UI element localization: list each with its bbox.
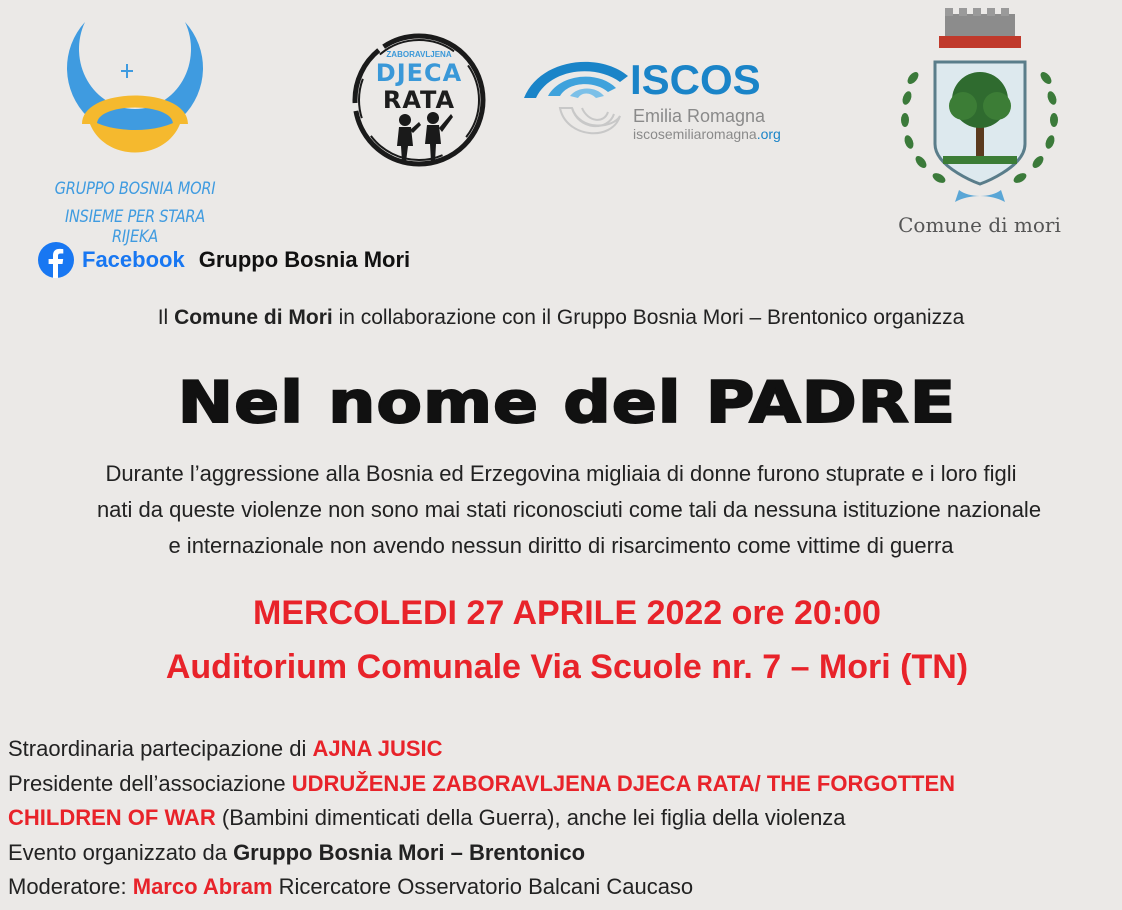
description-line-1: Durante l’aggressione alla Bosnia ed Erzegovina migliaia di donne furono stuprate e i loro figli	[105, 461, 1017, 486]
organizer-line	[8, 836, 1118, 871]
iscos-name: ISCOS	[630, 56, 761, 103]
zaboravljena-line2: RATA	[382, 86, 456, 114]
iscos-logo	[520, 46, 820, 156]
president-line	[8, 767, 1118, 802]
facebook-link[interactable]	[38, 242, 410, 278]
participation-line	[8, 732, 1118, 767]
zaboravljena-djeca-rata-logo	[347, 28, 491, 172]
event-details	[8, 732, 1118, 905]
bosnia-mori-emblem-icon	[30, 14, 240, 179]
zaboravljena-top-text: ZABORAVLJENA	[386, 50, 452, 59]
intro-line	[0, 306, 1122, 330]
facebook-page-name: Gruppo Bosnia Mori	[198, 247, 411, 272]
event-date: MERCOLEDI 27 APRILE 2022 ore 20:00	[253, 594, 881, 632]
association-note: (Bambini dimenticati della Guerra), anche lei figlia della violenza	[221, 805, 846, 830]
facebook-label: Facebook	[82, 247, 185, 272]
description-line-3: e internazionale non avendo nessun diritto di risarcimento come vittime di guerra	[168, 533, 954, 558]
intro-part2: in collaborazione con il Gruppo Bosnia Mori – Brentonico organizza	[338, 306, 965, 329]
organizer-name: Gruppo Bosnia Mori – Brentonico	[233, 839, 586, 865]
iscos-website	[633, 126, 781, 142]
event-description	[0, 456, 1122, 564]
guest-name: AJNA JUSIC	[312, 736, 443, 761]
description-line-2: nati da queste violenze non sono mai stati riconosciuti come tali da nessuna istituzione nazionale	[96, 497, 1042, 522]
zaboravljena-line1: DJECA	[375, 59, 463, 87]
facebook-icon	[38, 242, 74, 278]
intro-part1: Il	[157, 306, 169, 329]
event-place: Auditorium Comunale Via Scuole nr. 7 – Mori (TN)	[165, 648, 969, 686]
moderator-line	[8, 870, 1118, 905]
iscos-site-prefix: iscosemiliaromagna	[633, 126, 757, 142]
bosnia-mori-logo	[30, 14, 240, 247]
bosnia-mori-caption-line1: GRUPPO BOSNIA MORI	[54, 179, 216, 199]
event-title: Nel nome del PADRE	[177, 370, 957, 436]
iscos-wave-icon	[520, 46, 630, 156]
coat-of-arms-icon	[887, 8, 1072, 208]
iscos-region: Emilia Romagna	[633, 106, 766, 126]
bosnia-mori-caption-line2: INSIEME PER STARA RIJEKA	[64, 207, 206, 247]
moderator-name: Marco Abram	[132, 874, 273, 899]
moderator-role: Ricercatore Osservatorio Balcani Caucaso	[278, 874, 694, 899]
participation-label: Straordinaria partecipazione di	[8, 736, 307, 761]
comune-caption: Comune di mori	[898, 213, 1061, 237]
organizer-label: Evento organizzato da	[8, 839, 227, 865]
iscos-site-suffix: .org	[756, 126, 781, 142]
intro-bold: Comune di Mori	[174, 306, 333, 329]
association-name-part1: UDRUŽENJE ZABORAVLJENA DJECA RATA/ THE FORGOTTEN	[291, 770, 956, 796]
association-line	[8, 801, 1118, 836]
moderator-label: Moderatore:	[8, 874, 127, 899]
comune-di-mori-crest	[887, 8, 1072, 240]
president-label: Presidente dell’associazione	[8, 770, 286, 796]
association-name-part2: CHILDREN OF WAR	[8, 805, 216, 830]
